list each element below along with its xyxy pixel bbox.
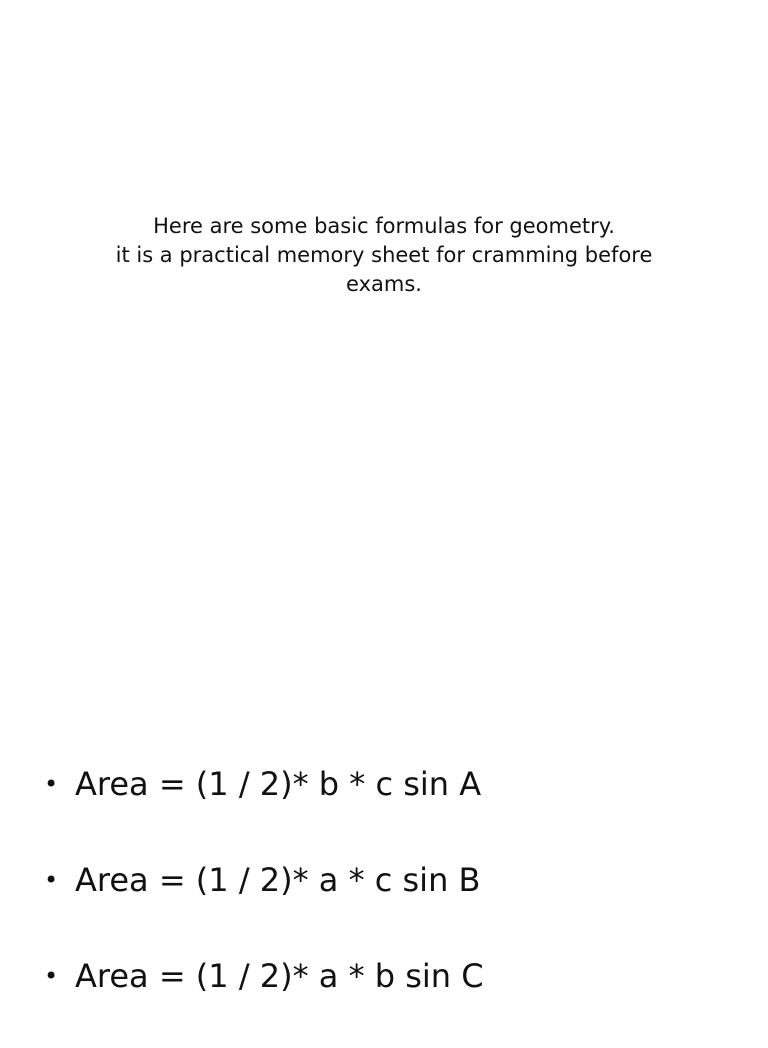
bullet-marker: •	[44, 866, 59, 894]
bullet-marker: •	[44, 770, 59, 798]
intro-line-2: it is a practical memory sheet for cramming before	[115, 243, 653, 267]
bullet-marker: •	[44, 962, 59, 990]
formula-text: Area = (1 / 2)* a * b sin C	[75, 957, 484, 995]
formula-list	[0, 760, 768, 1048]
intro-line-3: exams.	[346, 272, 422, 296]
formula-text: Area = (1 / 2)* a * c sin B	[75, 861, 481, 899]
intro-line-1: Here are some basic formulas for geometry.	[153, 214, 615, 238]
formula-item	[0, 760, 768, 856]
intro-text	[40, 212, 728, 299]
formula-item	[0, 856, 768, 952]
formula-item	[0, 952, 768, 1048]
formula-text: Area = (1 / 2)* b * c sin A	[75, 765, 482, 803]
